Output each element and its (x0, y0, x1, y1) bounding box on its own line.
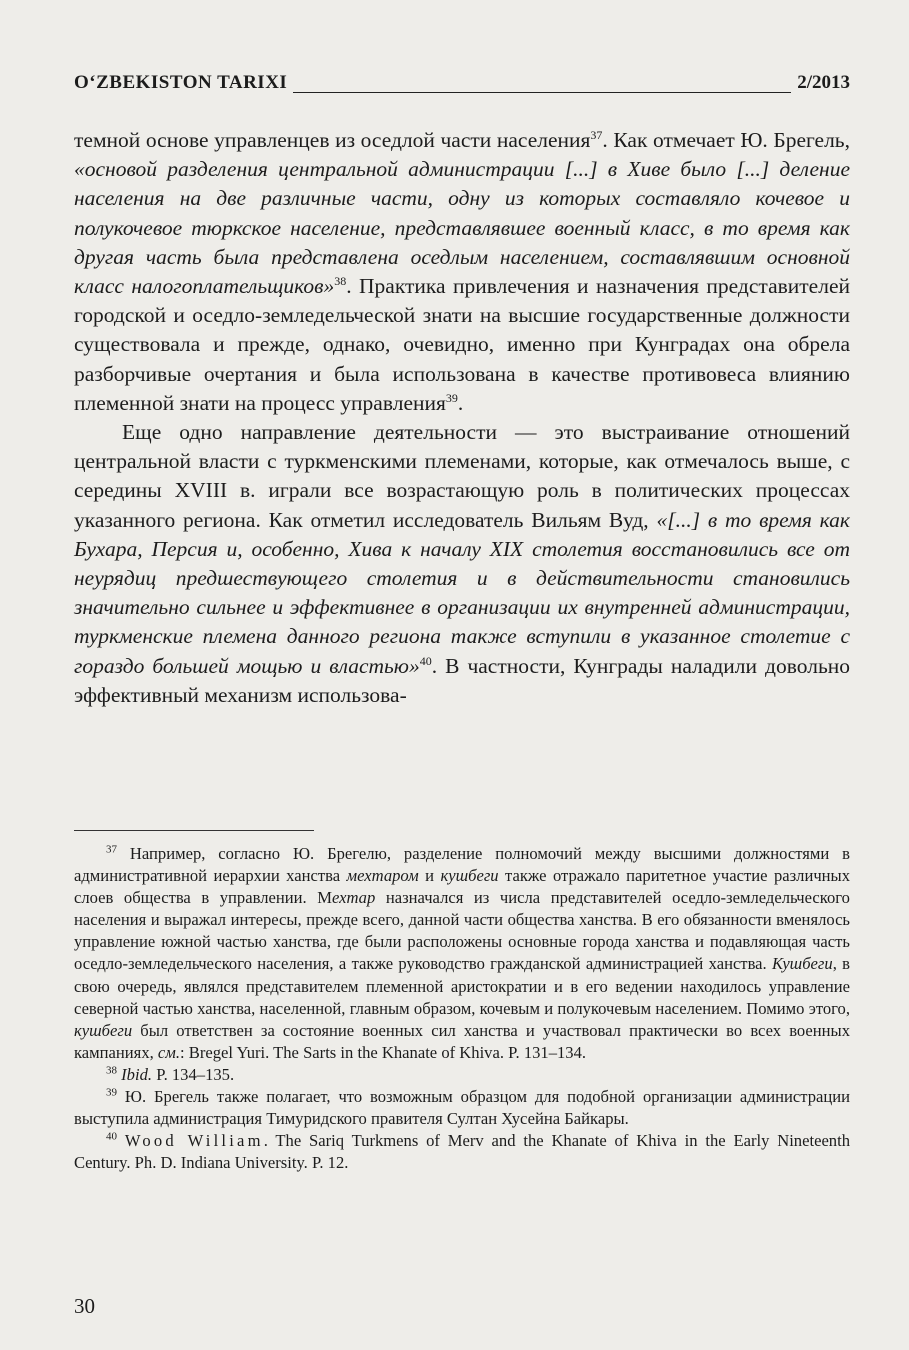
footnote-term: см. (157, 1042, 181, 1062)
paragraph-2 (74, 418, 850, 710)
page-number: 30 (74, 1294, 95, 1318)
footnote-text: , в свою очередь, являлся представителем племенной аристократии и в его ведении находилось управление северной частью ханства, населенной, главным образом, кочевым и полукочевым населением. Помимо этого, (74, 954, 850, 1018)
footnote-ref-38[interactable]: 38 (334, 273, 347, 288)
footnote-text: был ответствен за состояние военных сил ханства и участвовал практически во всех военных кампаниях, (74, 1020, 850, 1062)
text-run: . Практика привлечения и назначения представителей городской и оседло-земледельческой знати на высшие государственные должности существовала и прежде, однако, очевидно, именно при Кунградах она обрела разборчивые очертания и была использована в качестве противовеса влиянию племенной знати на процесс управления (74, 274, 850, 415)
footnote-number: 39 (106, 1086, 117, 1099)
running-header (74, 70, 850, 98)
footnote-39 (74, 1086, 850, 1130)
footnote-number: 38 (106, 1064, 117, 1077)
issue-number: 2/2013 (791, 72, 850, 94)
footnote-text: : Bregel Yuri. The Sarts in the Khanate of Khiva. P. 131–134. (180, 1042, 587, 1062)
footnote-38 (74, 1064, 850, 1086)
footnote-term: Ibid. (121, 1064, 153, 1084)
quotation: «основой разделения центральной администрации [...] в Хиве было [...] деление населения на две различные части, одну из которых составляло кочевое и полукочевое тюркское население, представлявшее военный класс, в то время как другая часть была представлена оседлым населением, составлявшим основной класс налогоплательщиков» (74, 157, 850, 299)
footnote-term: ехтар (331, 888, 376, 908)
text-run: . (457, 390, 464, 415)
main-text (74, 126, 850, 710)
footnote-40 (74, 1130, 850, 1174)
footnote-text: также отражало паритетное участие различных слоев общества в управлении. М (74, 866, 850, 908)
footnote-term: кушбеги (74, 1020, 133, 1040)
footnote-37 (74, 843, 850, 1064)
text-run: . Как отмечает Ю. Брегель, (602, 128, 850, 152)
footnote-text: P. 134–135. (152, 1064, 235, 1084)
text-run: . В частности, Кунграды наладили довольно эффективный механизм использова- (74, 653, 851, 707)
text-run: Еще одно направление деятельности — это выстраивание отношений центральной власти с туркменскими племенами, которые, как отмечалось выше, с середины XVIII в. играли все возрастающую роль в политических процессах указанного региона. Как отметил исследователь Вильям Вуд, (74, 420, 850, 532)
footnote-author: Wood William (124, 1131, 264, 1151)
footnote-number: 40 (106, 1130, 117, 1143)
quotation: «[...] в то время как Бухара, Персия и, особенно, Хива к началу XIX столетия восстановились все от неурядиц предшествующего столетия и в действительности становились значительно сильнее и эффективнее в организации их внутренней администрации, туркменские племена данного региона также вступили в указанное столетие с гораздо большей мощью и властью» (74, 507, 850, 678)
footnote-text: назначался из числа представителей оседло-земледельческого населения и выражал интересы, прежде всего, данной части общества ханства. В его обязанности вменялось управление южной частью ханства, где были расположены основные города ханства и подавляющая часть оседло-земледельческого населения, а также руководство гражданской администрацией ханства. (74, 888, 850, 974)
footnote-number: 37 (106, 843, 117, 856)
footnotes (74, 843, 850, 1174)
footnote-text: Например, согласно Ю. Брегелю, разделение полномочий между высшими должностями в административной иерархии ханства (74, 844, 850, 886)
footnote-ref-39[interactable]: 39 (445, 390, 458, 405)
footnote-separator (74, 830, 314, 831)
journal-title: O‘ZBEKISTON TARIXI (74, 72, 293, 94)
footnote-term: Кушбеги (772, 954, 833, 974)
footnote-text: Ю. Брегель также полагает, что возможным образцом для подобной организации администрации выступила администрация Тимуридского правителя Султан Хусейна Байкары. (74, 1087, 850, 1129)
footnote-text: и (418, 866, 441, 886)
footnote-ref-40[interactable]: 40 (419, 653, 432, 668)
footnote-ref-37[interactable]: 37 (590, 127, 603, 142)
footnote-term: кушбеги (440, 866, 499, 886)
paragraph-1 (74, 126, 850, 418)
footnote-text: . The Sariq Turkmens of Merv and the Khanate of Khiva in the Early Nineteenth Century. Ph. D. Indiana University. P. 12. (74, 1131, 851, 1173)
footnote-term: мехтаром (346, 866, 419, 886)
text-run: темной основе управленцев из оседлой части населения (74, 128, 591, 152)
